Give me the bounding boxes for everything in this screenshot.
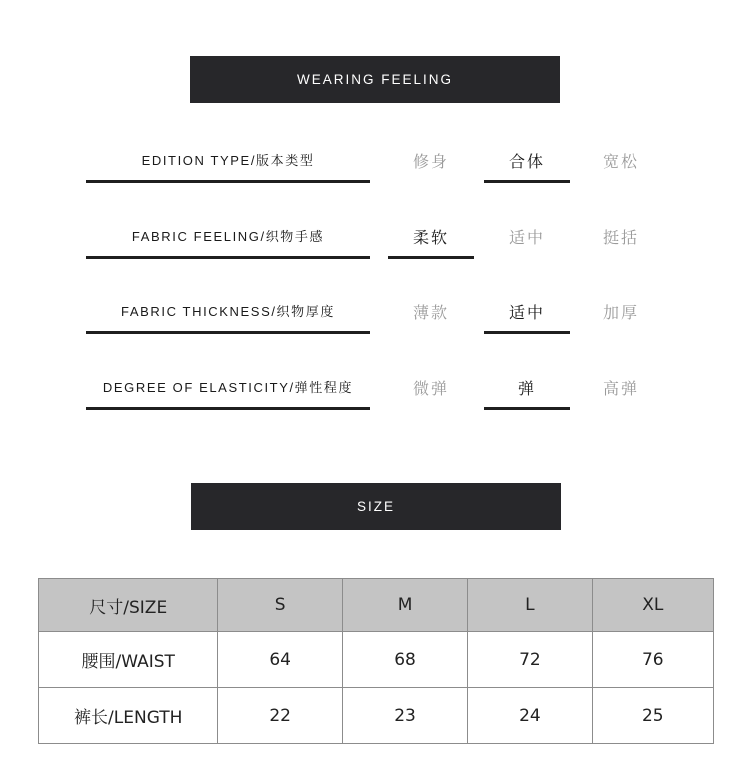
header-cell: M (342, 579, 467, 632)
label-underline (86, 331, 370, 334)
wearing-feeling-title: WEARING FEELING (296, 72, 453, 87)
feel-label: FABRIC FEELING/织物手感 (131, 228, 325, 244)
wearing-feeling-banner (190, 56, 560, 103)
table-cell: 23 (342, 688, 467, 744)
label-underline (86, 180, 370, 183)
table-cell: 25 (592, 688, 713, 744)
feel-label: FABRIC THICKNESS/织物厚度 (121, 303, 335, 319)
size-table (38, 578, 714, 744)
header-cell: 尺寸/SIZE (39, 579, 218, 632)
size-table-header-row (39, 579, 714, 632)
table-row (39, 632, 714, 688)
option-2: 适中 (508, 227, 545, 247)
option-1: 薄款 (412, 302, 449, 322)
label-underline (86, 256, 370, 259)
feel-row-fabric-thickness (0, 295, 750, 335)
size-banner (191, 483, 561, 530)
selected-underline (484, 180, 570, 183)
option-3: 加厚 (602, 302, 639, 322)
option-1: 修身 (412, 151, 449, 171)
table-cell: 22 (218, 688, 342, 744)
table-row (39, 688, 714, 744)
table-cell: 68 (342, 632, 467, 688)
option-3: 挺括 (602, 227, 639, 247)
header-cell: S (218, 579, 342, 632)
option-2-selected: 适中 (508, 302, 545, 322)
header-cell: L (468, 579, 592, 632)
option-1: 微弹 (412, 378, 449, 398)
table-cell: 76 (592, 632, 713, 688)
header-cell: XL (592, 579, 713, 632)
table-cell: 64 (218, 632, 342, 688)
option-3: 高弹 (602, 378, 639, 398)
size-title: SIZE (356, 499, 395, 514)
feel-row-edition-type (0, 144, 750, 184)
feel-label: DEGREE OF ELASTICITY/弹性程度 (102, 379, 354, 395)
selected-underline (484, 407, 570, 410)
table-cell: 24 (468, 688, 592, 744)
label-underline (86, 407, 370, 410)
feel-label: EDITION TYPE/版本类型 (141, 152, 315, 168)
selected-underline (388, 256, 474, 259)
option-3: 宽松 (602, 151, 639, 171)
table-cell: 裤长/LENGTH (39, 688, 218, 744)
option-2-selected: 弹 (517, 378, 536, 398)
table-cell: 72 (468, 632, 592, 688)
feel-row-elasticity (0, 371, 750, 411)
option-2-selected: 合体 (508, 151, 545, 171)
option-1-selected: 柔软 (412, 227, 449, 247)
feel-row-fabric-feeling (0, 220, 750, 260)
table-cell: 腰围/WAIST (39, 632, 218, 688)
selected-underline (484, 331, 570, 334)
